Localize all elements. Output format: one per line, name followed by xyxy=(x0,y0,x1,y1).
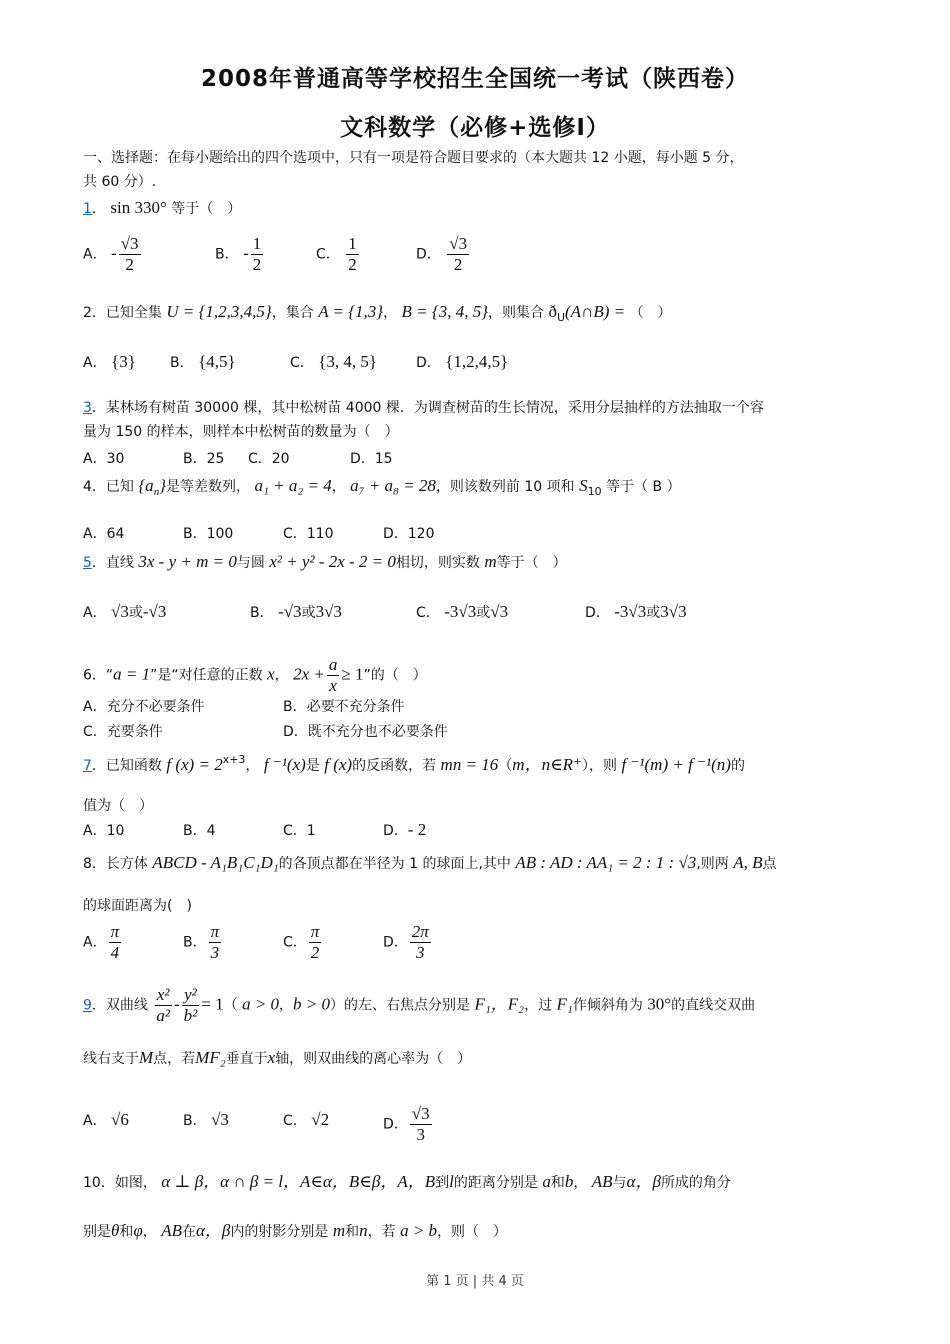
option-value: {3} xyxy=(111,352,136,371)
q9-option-b xyxy=(183,1110,229,1130)
q10-condition: a > b xyxy=(400,1221,438,1240)
q10-n: n xyxy=(359,1221,368,1240)
question-2 xyxy=(83,302,672,328)
option-label: D． xyxy=(585,605,610,621)
q10-text: 别是 xyxy=(83,1224,111,1240)
option-value: √3 xyxy=(111,602,129,621)
question-3-number-link[interactable]: 3 xyxy=(83,400,92,416)
q3-option-a: A．30 xyxy=(83,451,125,467)
q5-text: 与圆 xyxy=(236,555,265,571)
q8-text: 的各顶点都在半径为 1 的球面上,其中 xyxy=(278,856,511,872)
q9-text: 线右支于 xyxy=(83,1051,139,1067)
q1-text: 等于（ ） xyxy=(166,201,242,217)
frac-num: 2π xyxy=(411,922,429,941)
option-fraction xyxy=(309,922,322,963)
q7-option-d xyxy=(383,820,426,840)
option-label: D． xyxy=(416,355,441,371)
q6-text: ”是“对任意的正数 xyxy=(150,667,263,684)
q9-tail: 的直线交双曲 xyxy=(671,997,756,1014)
option-value: -√3 xyxy=(142,602,167,621)
q10-text: 内的射影分别是 xyxy=(230,1224,329,1240)
option-value: {4,5} xyxy=(198,352,236,371)
q10-and: 和 xyxy=(345,1224,360,1240)
q4-equation-1: a₁ + a₂ = 4 xyxy=(254,476,332,495)
q9-equals: = 1 xyxy=(201,994,224,1014)
option-label: B． xyxy=(183,1113,207,1129)
option-label: B． xyxy=(215,246,239,263)
frac-den: 3 xyxy=(416,1125,425,1144)
q10-m: m xyxy=(332,1221,346,1240)
q6-option-b: B．必要不充分条件 xyxy=(283,699,405,715)
question-6 xyxy=(83,655,427,696)
q6-option-c: C．充要条件 xyxy=(83,724,163,740)
q2-complement-sub: U xyxy=(556,311,566,324)
frac-num: 1 xyxy=(252,234,262,253)
q8-points: A, B xyxy=(733,853,763,872)
frac-den: b² xyxy=(183,1006,198,1025)
q9-fraction-x xyxy=(154,985,172,1026)
exam-title: 2008年普通高等学校招生全国统一考试（陕西卷） xyxy=(200,66,749,92)
q7-function: f (x) = 2 xyxy=(166,755,223,774)
option-or: 或 xyxy=(128,605,143,621)
q2-set-b: B = {3, 4, 5} xyxy=(401,302,488,321)
option-fraction xyxy=(410,1104,432,1145)
q6-x: x xyxy=(267,664,275,684)
q4-option-c: C．110 xyxy=(283,526,334,542)
q8-option-c xyxy=(283,922,323,963)
option-fraction xyxy=(209,922,222,963)
option-fraction xyxy=(109,922,122,963)
q8-tail: 点 xyxy=(762,856,777,872)
q10-tail: ，则（ ） xyxy=(437,1224,508,1240)
q10-l: l xyxy=(449,1172,454,1191)
q5-m: m xyxy=(484,552,497,571)
q7-exponent: x+3 xyxy=(222,753,246,766)
option-or: 或 xyxy=(476,605,491,621)
q7-inverse: f ⁻¹(x) xyxy=(263,755,306,774)
option-value: -3√3 xyxy=(614,602,647,621)
frac-num: √3 xyxy=(120,234,139,253)
q10-planes: α，β xyxy=(626,1172,661,1191)
q2-set-a: A = {1,3} xyxy=(318,302,384,321)
option-value: 3√3 xyxy=(660,602,687,621)
q4-tail: 等于（ B ） xyxy=(606,479,681,495)
q5-option-a xyxy=(83,602,166,622)
q7-text: ），则 xyxy=(582,758,618,774)
q9-text: ，过 xyxy=(524,997,553,1014)
question-10-line2 xyxy=(83,1221,507,1242)
question-1-number-link[interactable]: 1 xyxy=(83,201,92,217)
q4-seq-sub: n xyxy=(153,486,160,498)
q5-text: 相切，则实数 xyxy=(395,555,480,571)
q4-seq: {a xyxy=(138,476,154,495)
option-value: - 2 xyxy=(407,820,427,839)
option-value: √2 xyxy=(311,1110,330,1129)
q4-sum-sub: 10 xyxy=(587,485,602,498)
q9-m: M xyxy=(139,1048,154,1067)
option-value: {1,2,4,5} xyxy=(445,352,509,371)
question-3-line1 xyxy=(83,398,764,418)
option-label: C． xyxy=(316,246,340,263)
exam-subtitle: 文科数学（必修+选修Ⅰ） xyxy=(340,115,610,141)
option-fraction xyxy=(410,922,431,963)
option-label: D． xyxy=(383,934,408,951)
q9-option-d xyxy=(383,1104,434,1145)
q8-label: 8．长方体 xyxy=(83,856,148,872)
question-1 xyxy=(83,198,241,219)
q2-comma: ， xyxy=(383,305,398,321)
option-label: A． xyxy=(83,605,107,621)
q8-box: ABCD - A₁B₁C₁D₁ xyxy=(152,853,279,872)
frac-num: π xyxy=(110,922,120,941)
q1-punct: ． xyxy=(91,201,106,217)
q9-mf2: MF₂ xyxy=(195,1048,226,1067)
q9-comma: ， xyxy=(279,997,294,1014)
question-9-number-link[interactable]: 9 xyxy=(83,997,92,1014)
frac-den: 2 xyxy=(310,943,320,962)
q7-mn: mn = 16 xyxy=(440,755,499,774)
option-label: C． xyxy=(416,605,440,621)
q7-comma: ， xyxy=(245,758,260,774)
frac-den: x xyxy=(329,676,337,695)
option-value: -3√3 xyxy=(444,602,477,621)
q9-text: 垂直于 xyxy=(225,1051,268,1067)
q7-option-b: B．4 xyxy=(183,823,216,839)
q3-option-b: B．25 xyxy=(183,451,225,467)
frac-num: x² xyxy=(156,985,170,1004)
question-4 xyxy=(83,476,681,502)
q6-expr-pre: 2x + xyxy=(293,664,325,684)
q10-b: b xyxy=(564,1172,574,1191)
q4-sequence xyxy=(138,476,166,498)
option-label: A． xyxy=(83,355,107,371)
q10-and: 和 xyxy=(119,1224,134,1240)
q10-ab: AB xyxy=(161,1221,182,1240)
q2-option-b xyxy=(170,352,236,372)
option-fraction xyxy=(251,234,264,275)
option-value: √6 xyxy=(111,1110,129,1129)
q10-tail: 所成的角分 xyxy=(660,1175,731,1191)
section-intro-line1: 一、选择题：在每小题给出的四个选项中，只有一项是符合题目要求的（本大题共 12 小题，每小题 5 分， xyxy=(83,150,744,166)
option-fraction xyxy=(346,234,359,275)
q9-cond-b: b > 0 xyxy=(293,994,331,1014)
option-label: C． xyxy=(283,1113,307,1129)
q9-fraction-y xyxy=(182,985,200,1026)
frac-den: 2 xyxy=(348,255,357,274)
q9-f1: F₁ xyxy=(556,994,573,1014)
q5-label: ．直线 xyxy=(91,555,134,571)
option-label: A． xyxy=(83,934,107,951)
q4-label: 4．已知 xyxy=(83,479,134,495)
frac-den: 2 xyxy=(252,255,262,274)
q10-planes: α，β xyxy=(196,1221,231,1240)
option-value: {3, 4, 5} xyxy=(318,352,378,371)
question-7 xyxy=(83,750,745,776)
q8-option-d xyxy=(383,922,433,963)
q8-text: ,则两 xyxy=(696,856,729,872)
q2-expression: (A∩B) = xyxy=(565,302,626,321)
q5-option-b xyxy=(250,602,342,622)
question-10 xyxy=(83,1172,731,1193)
option-value: √3 xyxy=(211,1110,229,1129)
q10-text: 在 xyxy=(182,1224,196,1240)
q2-option-d xyxy=(416,352,508,372)
question-9-line2 xyxy=(83,1048,471,1069)
q10-comma: ， xyxy=(142,1224,157,1240)
option-label: B． xyxy=(183,934,207,951)
q6-option-d: D．既不充分也不必要条件 xyxy=(283,724,448,740)
q6-option-a: A．充分不必要条件 xyxy=(83,699,205,715)
q2-tail: （ ） xyxy=(629,305,672,321)
q5-option-d xyxy=(585,602,687,622)
frac-den: a² xyxy=(156,1006,170,1025)
q10-label: 10．如图， xyxy=(83,1175,157,1191)
q7-paren: （ xyxy=(498,758,513,774)
q2-label: 2．已知全集 xyxy=(83,305,162,321)
q7-text: 是 xyxy=(305,758,320,774)
q9-text: ）的左、右焦点分别是 xyxy=(330,997,471,1014)
q9-option-c xyxy=(283,1110,329,1130)
q10-comma: ， xyxy=(573,1175,588,1191)
option-value: 3√3 xyxy=(315,602,342,621)
q6-label: 6．“ xyxy=(83,667,114,684)
frac-num: √3 xyxy=(449,234,468,253)
frac-num: π xyxy=(310,922,320,941)
q6-expr-post: ≥ 1 xyxy=(341,664,364,684)
option-label: A． xyxy=(83,246,107,263)
frac-den: 2 xyxy=(453,255,463,274)
frac-num: y² xyxy=(184,985,197,1004)
q2-option-a xyxy=(83,352,136,372)
question-3-line2: 量为 150 的样本，则样本中松树苗的数量为（ ） xyxy=(83,424,399,440)
q9-angle: 30° xyxy=(647,994,672,1014)
q6-condition: a = 1 xyxy=(113,664,151,684)
q6-fraction xyxy=(327,655,340,696)
option-or: 或 xyxy=(301,605,316,621)
q7-tail: 的 xyxy=(730,758,745,774)
q5-line-equation: 3x - y + m = 0 xyxy=(138,552,237,571)
q4-option-d: D．120 xyxy=(383,526,435,542)
q9-minus: - xyxy=(173,994,180,1014)
option-label: D． xyxy=(383,823,408,839)
frac-den: 3 xyxy=(210,943,220,962)
q6-tail: ”的（ ） xyxy=(363,667,427,684)
option-label: D． xyxy=(383,1116,408,1133)
frac-num: a xyxy=(328,655,338,674)
q4-equation-2: a₇ + a₈ = 28 xyxy=(350,476,436,495)
frac-den: 3 xyxy=(416,943,425,962)
q2-text: ，则集合 xyxy=(488,305,544,321)
q9-text: 作倾斜角为 xyxy=(572,997,643,1014)
q10-and: 和 xyxy=(550,1175,565,1191)
question-9 xyxy=(83,985,755,1026)
q9-foci: F₁，F₂ xyxy=(474,994,525,1014)
q2-option-c xyxy=(290,352,377,372)
q7-fx: f (x) xyxy=(324,755,353,774)
q1-option-b xyxy=(215,234,265,275)
option-fraction xyxy=(119,234,141,275)
q2-complement: ð xyxy=(548,302,557,321)
option-value: √3 xyxy=(490,602,509,621)
q10-text: 的距离分别是 xyxy=(453,1175,538,1191)
q10-phi: φ xyxy=(133,1221,143,1240)
q7-option-a: A．10 xyxy=(83,823,125,839)
q6-comma: ， xyxy=(274,667,289,684)
option-label: B． xyxy=(170,355,194,371)
question-5-number-link[interactable]: 5 xyxy=(83,555,92,571)
q10-theta: θ xyxy=(111,1221,120,1240)
q4-text: ，则该数列前 10 项和 xyxy=(435,479,575,495)
option-sign: - xyxy=(243,243,249,263)
q2-universal-set: U = {1,2,3,4,5} xyxy=(166,302,272,321)
q4-option-a: A．64 xyxy=(83,526,125,542)
q8-option-b xyxy=(183,922,223,963)
q3-option-c: C．20 xyxy=(248,451,290,467)
frac-den: 4 xyxy=(110,943,120,962)
section-intro-line2: 共 60 分）. xyxy=(83,174,157,190)
q9-option-a xyxy=(83,1110,129,1130)
option-label: A． xyxy=(83,1113,107,1129)
question-7-number-link[interactable]: 7 xyxy=(83,758,92,774)
q1-expression: sin 330° xyxy=(110,198,167,217)
q9-text: 轴，则双曲线的离心率为（ ） xyxy=(275,1051,472,1067)
option-label: C． xyxy=(283,934,307,951)
question-8 xyxy=(83,853,777,874)
q10-ab: AB xyxy=(591,1172,613,1191)
q5-tail: 等于（ ） xyxy=(496,555,567,571)
q8-option-a xyxy=(83,922,123,963)
q3-option-d: D．15 xyxy=(350,451,393,467)
q7-option-c: C．1 xyxy=(283,823,316,839)
q10-conditions: α ⊥ β，α ∩ β = l，A∈α，B∈β，A，B xyxy=(161,1172,436,1191)
frac-num: 1 xyxy=(348,234,357,253)
q9-text: 点，若 xyxy=(153,1051,196,1067)
q1-option-c xyxy=(316,234,361,275)
q7-condition: m，n∈R⁺ xyxy=(512,755,583,774)
q1-option-a xyxy=(83,234,143,275)
frac-num: π xyxy=(210,922,220,941)
q10-a: a xyxy=(542,1172,551,1191)
q10-text: ，若 xyxy=(367,1224,396,1240)
option-sign: - xyxy=(111,243,117,263)
q8-ratio: AB : AD : AA₁ = 2 : 1 : √3 xyxy=(515,853,697,872)
q9-label: ．双曲线 xyxy=(91,997,148,1014)
option-value: -√3 xyxy=(278,602,302,621)
q4-option-b: B．100 xyxy=(183,526,234,542)
q10-text: 与 xyxy=(612,1175,627,1191)
q9-cond-a: a > 0 xyxy=(242,994,280,1014)
question-7-line2: 值为（ ） xyxy=(83,798,153,814)
q4-seq-end: } xyxy=(159,476,166,495)
option-fraction xyxy=(447,234,469,275)
q5-circle-equation: x² + y² - 2x - 2 = 0 xyxy=(269,552,396,571)
frac-num: √3 xyxy=(411,1104,430,1123)
question-8-line2: 的球面距离为( ) xyxy=(83,898,192,914)
q9-paren: （ xyxy=(223,997,238,1014)
q4-sum: S xyxy=(579,476,588,495)
q7-text: 的反函数，若 xyxy=(352,758,437,774)
option-or: 或 xyxy=(646,605,661,621)
question-5 xyxy=(83,552,567,573)
q3-text: ．某林场有树苗 30000 棵，其中松树苗 4000 棵．为调查树苗的生长情况，采用分层抽样的方法抽取一个容 xyxy=(91,400,764,416)
option-label: D． xyxy=(416,246,441,263)
q2-text: ，集合 xyxy=(271,305,314,321)
frac-den: 2 xyxy=(125,255,134,274)
q7-sum: f ⁻¹(m) + f ⁻¹(n) xyxy=(621,755,731,774)
q1-option-d xyxy=(416,234,471,275)
option-label: B． xyxy=(250,605,274,621)
q7-label: ．已知函数 xyxy=(91,758,162,774)
q4-text: 是等差数列， xyxy=(166,479,250,495)
page-footer: 第 1 页 | 共 4 页 xyxy=(426,1274,524,1289)
option-label: C． xyxy=(290,355,314,371)
q10-text: 到 xyxy=(435,1175,450,1191)
q5-option-c xyxy=(416,602,508,622)
q9-x: x xyxy=(267,1048,276,1067)
q4-comma: ， xyxy=(331,479,346,495)
